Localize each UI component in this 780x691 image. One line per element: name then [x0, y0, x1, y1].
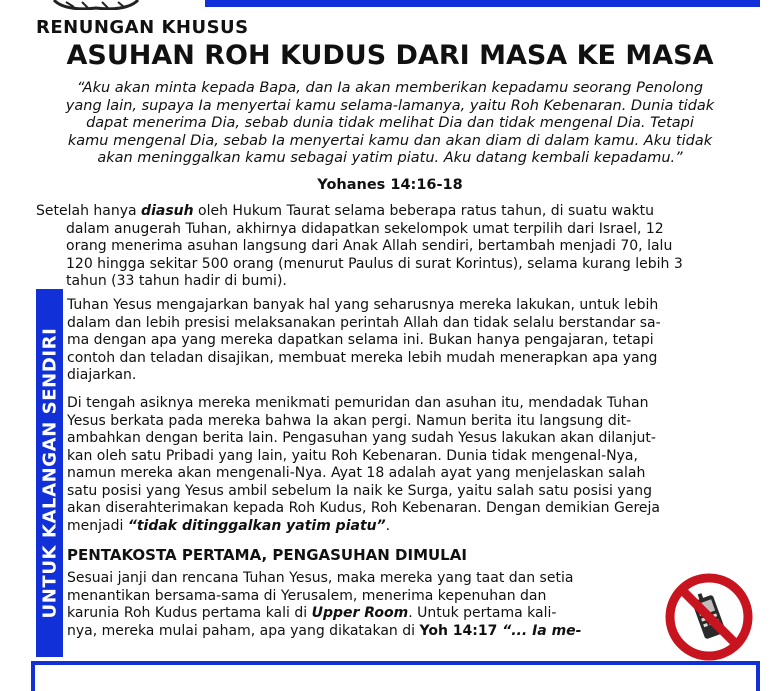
- paragraph-line: kan oleh satu Pribadi yang lain, yaitu Roh Kebenaran. Dunia tidak mengenal-Nya,: [67, 447, 638, 464]
- intro-paragraph: [36, 203, 748, 291]
- paragraph-line: Di tengah asiknya mereka menikmati pemuridan dan asuhan itu, mendadak Tuhan: [67, 395, 649, 411]
- emphasis-text: “... Ia me-: [497, 622, 582, 639]
- paragraph-line: akan diserahterimakan kepada Roh Kudus, Roh Kebenaran. Dengan demikian Gereja: [67, 500, 660, 516]
- quote-line: akan meninggalkan kamu sebagai yatim piatu. Aku datang kembali kepadamu.”: [97, 150, 683, 166]
- paragraph-teaching: [67, 297, 747, 385]
- section-subheading: PENTAKOSTA PERTAMA, PENGASUHAN DIMULAI: [67, 546, 467, 564]
- logo-fragment: [52, 0, 140, 10]
- paragraph-line: ambahkan dengan berita lain. Pengasuhan yang sudah Yesus lakukan akan dilanjut-: [67, 430, 656, 446]
- paragraph-line: menjadi “tidak ditinggalkan yatim piatu”.: [67, 517, 391, 534]
- page-title: ASUHAN ROH KUDUS DARI MASA KE MASA: [66, 40, 714, 71]
- paragraph-line: diajarkan.: [67, 367, 137, 383]
- paragraph-line: Tuhan Yesus mengajarkan banyak hal yang seharusnya mereka lakukan, untuk lebih: [67, 297, 659, 313]
- quote-line: yang lain, supaya Ia menyertai kamu selama-lamanya, yaitu Roh Kebenaran. Dunia tidak: [65, 97, 715, 114]
- side-tab: [36, 289, 63, 657]
- paragraph-line: karunia Roh Kudus pertama kali di Upper Room. Untuk pertama kali-: [67, 605, 557, 621]
- intro-line: orang menerima asuhan langsung dari Anak Allah sendiri, bertambah menjadi 70, lalu: [66, 238, 673, 254]
- intro-line: dalam anugerah Tuhan, akhirnya didapatkan sekelompok umat terpilih dari Israel, 12: [66, 220, 664, 237]
- emphasis-text: “tidak ditinggalkan yatim piatu”: [127, 517, 386, 534]
- verse-reference: Yoh 14:17: [419, 622, 498, 639]
- quote-line: dapat menerima Dia, sebab dunia tidak melihat Dia dan tidak mengenal Dia. Tetapi: [86, 115, 694, 131]
- intro-line: tahun (33 tahun hadir di bumi).: [66, 273, 287, 289]
- paragraph-line: nya, mereka mulai paham, apa yang dikatakan di Yoh 14:17 “... Ia me-: [67, 622, 582, 639]
- paragraph-line: ma dengan apa yang mereka dapatkan selama ini. Bukan hanya pengajaran, tetapi: [67, 332, 654, 348]
- intro-line: Setelah hanya diasuh oleh Hukum Taurat selama beberapa ratus tahun, di suatu waktu: [36, 203, 655, 219]
- quote-line: “Aku akan minta kepada Bapa, dan Ia akan memberikan kepadamu seorang Penolong: [76, 80, 704, 96]
- emphasis-text: Upper Room: [311, 605, 409, 621]
- paragraph-line: namun mereka akan mengenali-Nya. Ayat 18 adalah ayat yang menjelaskan salah: [67, 465, 646, 481]
- paragraph-line: satu posisi yang Yesus ambil sebelum Ia naik ke Surga, yaitu salah satu posisi yang: [67, 482, 653, 499]
- emphasis-text: diasuh: [141, 203, 194, 219]
- scripture-quote: [36, 80, 744, 168]
- quote-reference: Yohanes 14:16-18: [317, 177, 463, 193]
- paragraph-departure: [67, 395, 747, 535]
- paragraph-line: contoh dan teladan disajikan, membuat mereka lebih mudah menerapkan apa yang: [67, 349, 658, 366]
- paragraph-line: Yesus berkata pada mereka bahwa Ia akan pergi. Namun berita itu langsung dit-: [67, 412, 632, 429]
- top-accent-bar: [205, 0, 760, 7]
- paragraph-pentecost: [67, 570, 657, 640]
- side-tab-label: UNTUK KALANGAN SENDIRI: [39, 327, 60, 619]
- paragraph-line: dalam dan lebih presisi melaksanakan perintah Allah dan tidak selalu berstandar sa-: [67, 314, 661, 331]
- section-label: RENUNGAN KHUSUS: [36, 17, 249, 38]
- intro-line: 120 hingga sekitar 500 orang (menurut Paulus di surat Korintus), selama kurang lebih 3: [66, 255, 683, 272]
- quote-line: kamu mengenal Dia, sebab Ia menyertai kamu dan akan diam di dalam kamu. Aku tidak: [67, 132, 713, 149]
- paragraph-line: Sesuai janji dan rencana Tuhan Yesus, maka mereka yang taat dan setia: [67, 570, 574, 586]
- no-phone-icon: [662, 570, 756, 664]
- bottom-frame: [31, 661, 760, 691]
- paragraph-line: menantikan bersama-sama di Yerusalem, menerima kepenuhan dan: [67, 587, 547, 604]
